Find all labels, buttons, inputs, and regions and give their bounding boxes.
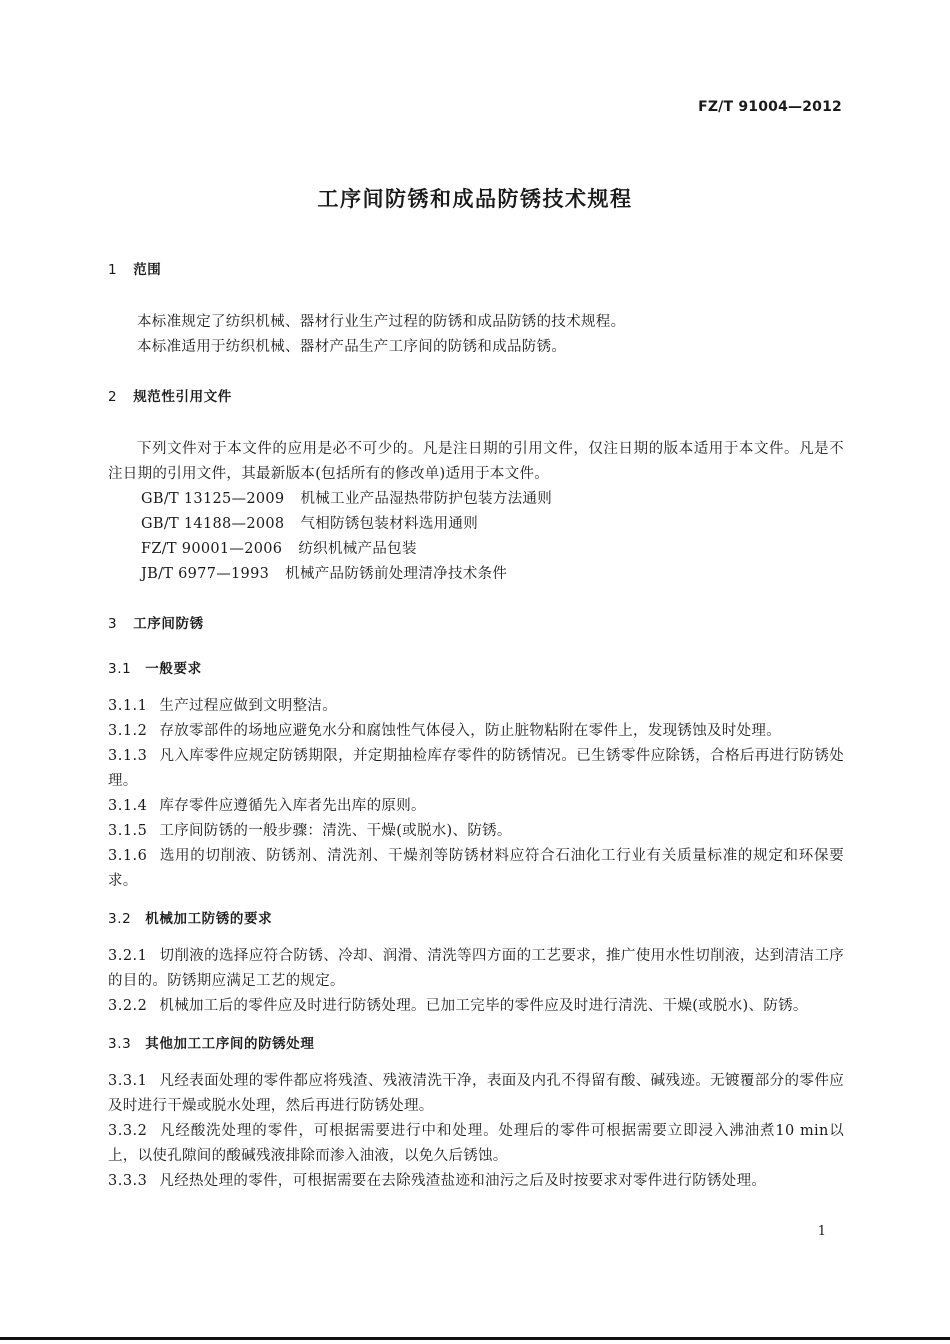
clause-text: 机械加工后的零件应及时进行防锈处理。已加工完毕的零件应及时进行清洗、干燥(或脱水)、防锈。 [159, 998, 808, 1014]
reference-item [108, 512, 844, 537]
clause-number: 3.1.4 [108, 798, 148, 814]
clause-number: 3.1.6 [108, 848, 148, 864]
section-number: 3 [108, 616, 118, 632]
paragraph: 本标准规定了纺织机械、器材行业生产过程的防锈和成品防锈的技术规程。 [137, 314, 626, 330]
reference-title: 气相防锈包装材料选用通则 [300, 516, 479, 532]
clause-number: 3.2.2 [108, 998, 148, 1014]
clause [108, 819, 844, 844]
subsection-heading-machining-rust-prevention [108, 907, 844, 931]
clause-text: 凡入库零件应规定防锈期限，并定期抽检库存零件的防锈情况。已生锈零件应除锈，合格后再进行防锈处理。 [108, 748, 844, 789]
subsection-title: 一般要求 [145, 661, 202, 677]
page-number: 1 [817, 1224, 826, 1239]
subsection-heading-general-requirements [108, 657, 844, 681]
reference-title: 机械工业产品湿热带防护包装方法通则 [300, 491, 553, 507]
section-heading-inter-process-rust-prevention [108, 612, 844, 636]
standard-code: FZ/T 91004—2012 [698, 99, 842, 115]
clause-number: 3.3.2 [108, 1123, 148, 1139]
subsection-number: 3.1 [108, 661, 132, 677]
clause-number: 3.3.1 [108, 1073, 148, 1089]
references-intro: 下列文件对于本文件的应用是必不可少的。凡是注日期的引用文件，仅注日期的版本适用于本文件。凡是不注日期的引用文件，其最新版本(包括所有的修改单)适用于本文件。 [108, 441, 844, 482]
paragraph: 本标准适用于纺织机械、器材产品生产工序间的防锈和成品防锈。 [137, 339, 567, 355]
subsection-heading-other-processes-rust-prevention [108, 1032, 844, 1056]
reference-code: JB/T 6977—1993 [141, 566, 270, 582]
clause-number: 3.1.1 [108, 698, 148, 714]
reference-code: FZ/T 90001—2006 [141, 541, 283, 557]
clause [108, 794, 844, 819]
clause [108, 844, 844, 894]
clause-text: 存放零部件的场地应避免水分和腐蚀性气体侵入，防止脏物粘附在零件上，发现锈蚀及时处理。 [159, 723, 782, 739]
clause [108, 1119, 844, 1169]
reference-item [108, 562, 844, 587]
clause-text: 选用的切削液、防锈剂、清洗剂、干燥剂等防锈材料应符合石油化工行业有关质量标准的规定和环保要求。 [108, 848, 844, 889]
clause [108, 1169, 844, 1194]
clause-text: 凡经酸洗处理的零件，可根据需要进行中和处理。处理后的零件可根据需要立即浸入沸油煮10 min以上，以使孔隙间的酸碱残液排除而渗入油液，以免久后锈蚀。 [108, 1123, 844, 1164]
reference-item [108, 537, 844, 562]
section-title: 范围 [133, 262, 162, 278]
reference-code: GB/T 13125—2009 [141, 491, 285, 507]
clause-text: 库存零件应遵循先入库者先出库的原则。 [159, 798, 426, 814]
clause [108, 1069, 844, 1119]
footer-rule [0, 1337, 950, 1340]
clause [108, 744, 844, 794]
clause-number: 3.2.1 [108, 948, 148, 964]
subsection-number: 3.2 [108, 911, 132, 927]
section-number: 1 [108, 262, 118, 278]
clause [108, 694, 844, 719]
section-heading-scope [108, 258, 844, 282]
reference-title: 机械产品防锈前处理清净技术条件 [285, 566, 508, 582]
clause-text: 切削液的选择应符合防锈、冷却、润滑、清洗等四方面的工艺要求，推广使用水性切削液，达到清洁工序的目的。防锈期应满足工艺的规定。 [108, 948, 844, 989]
section-heading-normative-references [108, 385, 844, 409]
section-title: 工序间防锈 [133, 616, 204, 632]
reference-item [108, 487, 844, 512]
clause [108, 944, 844, 994]
subsection-title: 其他加工工序间的防锈处理 [145, 1036, 315, 1052]
section-number: 2 [108, 389, 118, 405]
clause-text: 凡经热处理的零件，可根据需要在去除残渣盐迹和油污之后及时按要求对零件进行防锈处理。 [159, 1173, 767, 1189]
clause-number: 3.1.2 [108, 723, 148, 739]
subsection-title: 机械加工防锈的要求 [145, 911, 273, 927]
clause-text: 工序间防锈的一般步骤：清洗、干燥(或脱水)、防锈。 [159, 823, 512, 839]
clause-text: 凡经表面处理的零件都应将残渣、残液清洗干净，表面及内孔不得留有酸、碱残迹。无镀覆部分的零件应及时进行干燥或脱水处理，然后再进行防锈处理。 [108, 1073, 844, 1114]
clause-text: 生产过程应做到文明整洁。 [159, 698, 338, 714]
clause-number: 3.1.3 [108, 748, 148, 764]
reference-code: GB/T 14188—2008 [141, 516, 285, 532]
section-title: 规范性引用文件 [133, 389, 232, 405]
clause-number: 3.3.3 [108, 1173, 148, 1189]
reference-title: 纺织机械产品包装 [298, 541, 417, 557]
subsection-number: 3.3 [108, 1036, 132, 1052]
document-body [108, 258, 844, 1194]
document-title: 工序间防锈和成品防锈技术规程 [317, 187, 633, 211]
clause-number: 3.1.5 [108, 823, 148, 839]
clause [108, 719, 844, 744]
clause [108, 994, 844, 1019]
